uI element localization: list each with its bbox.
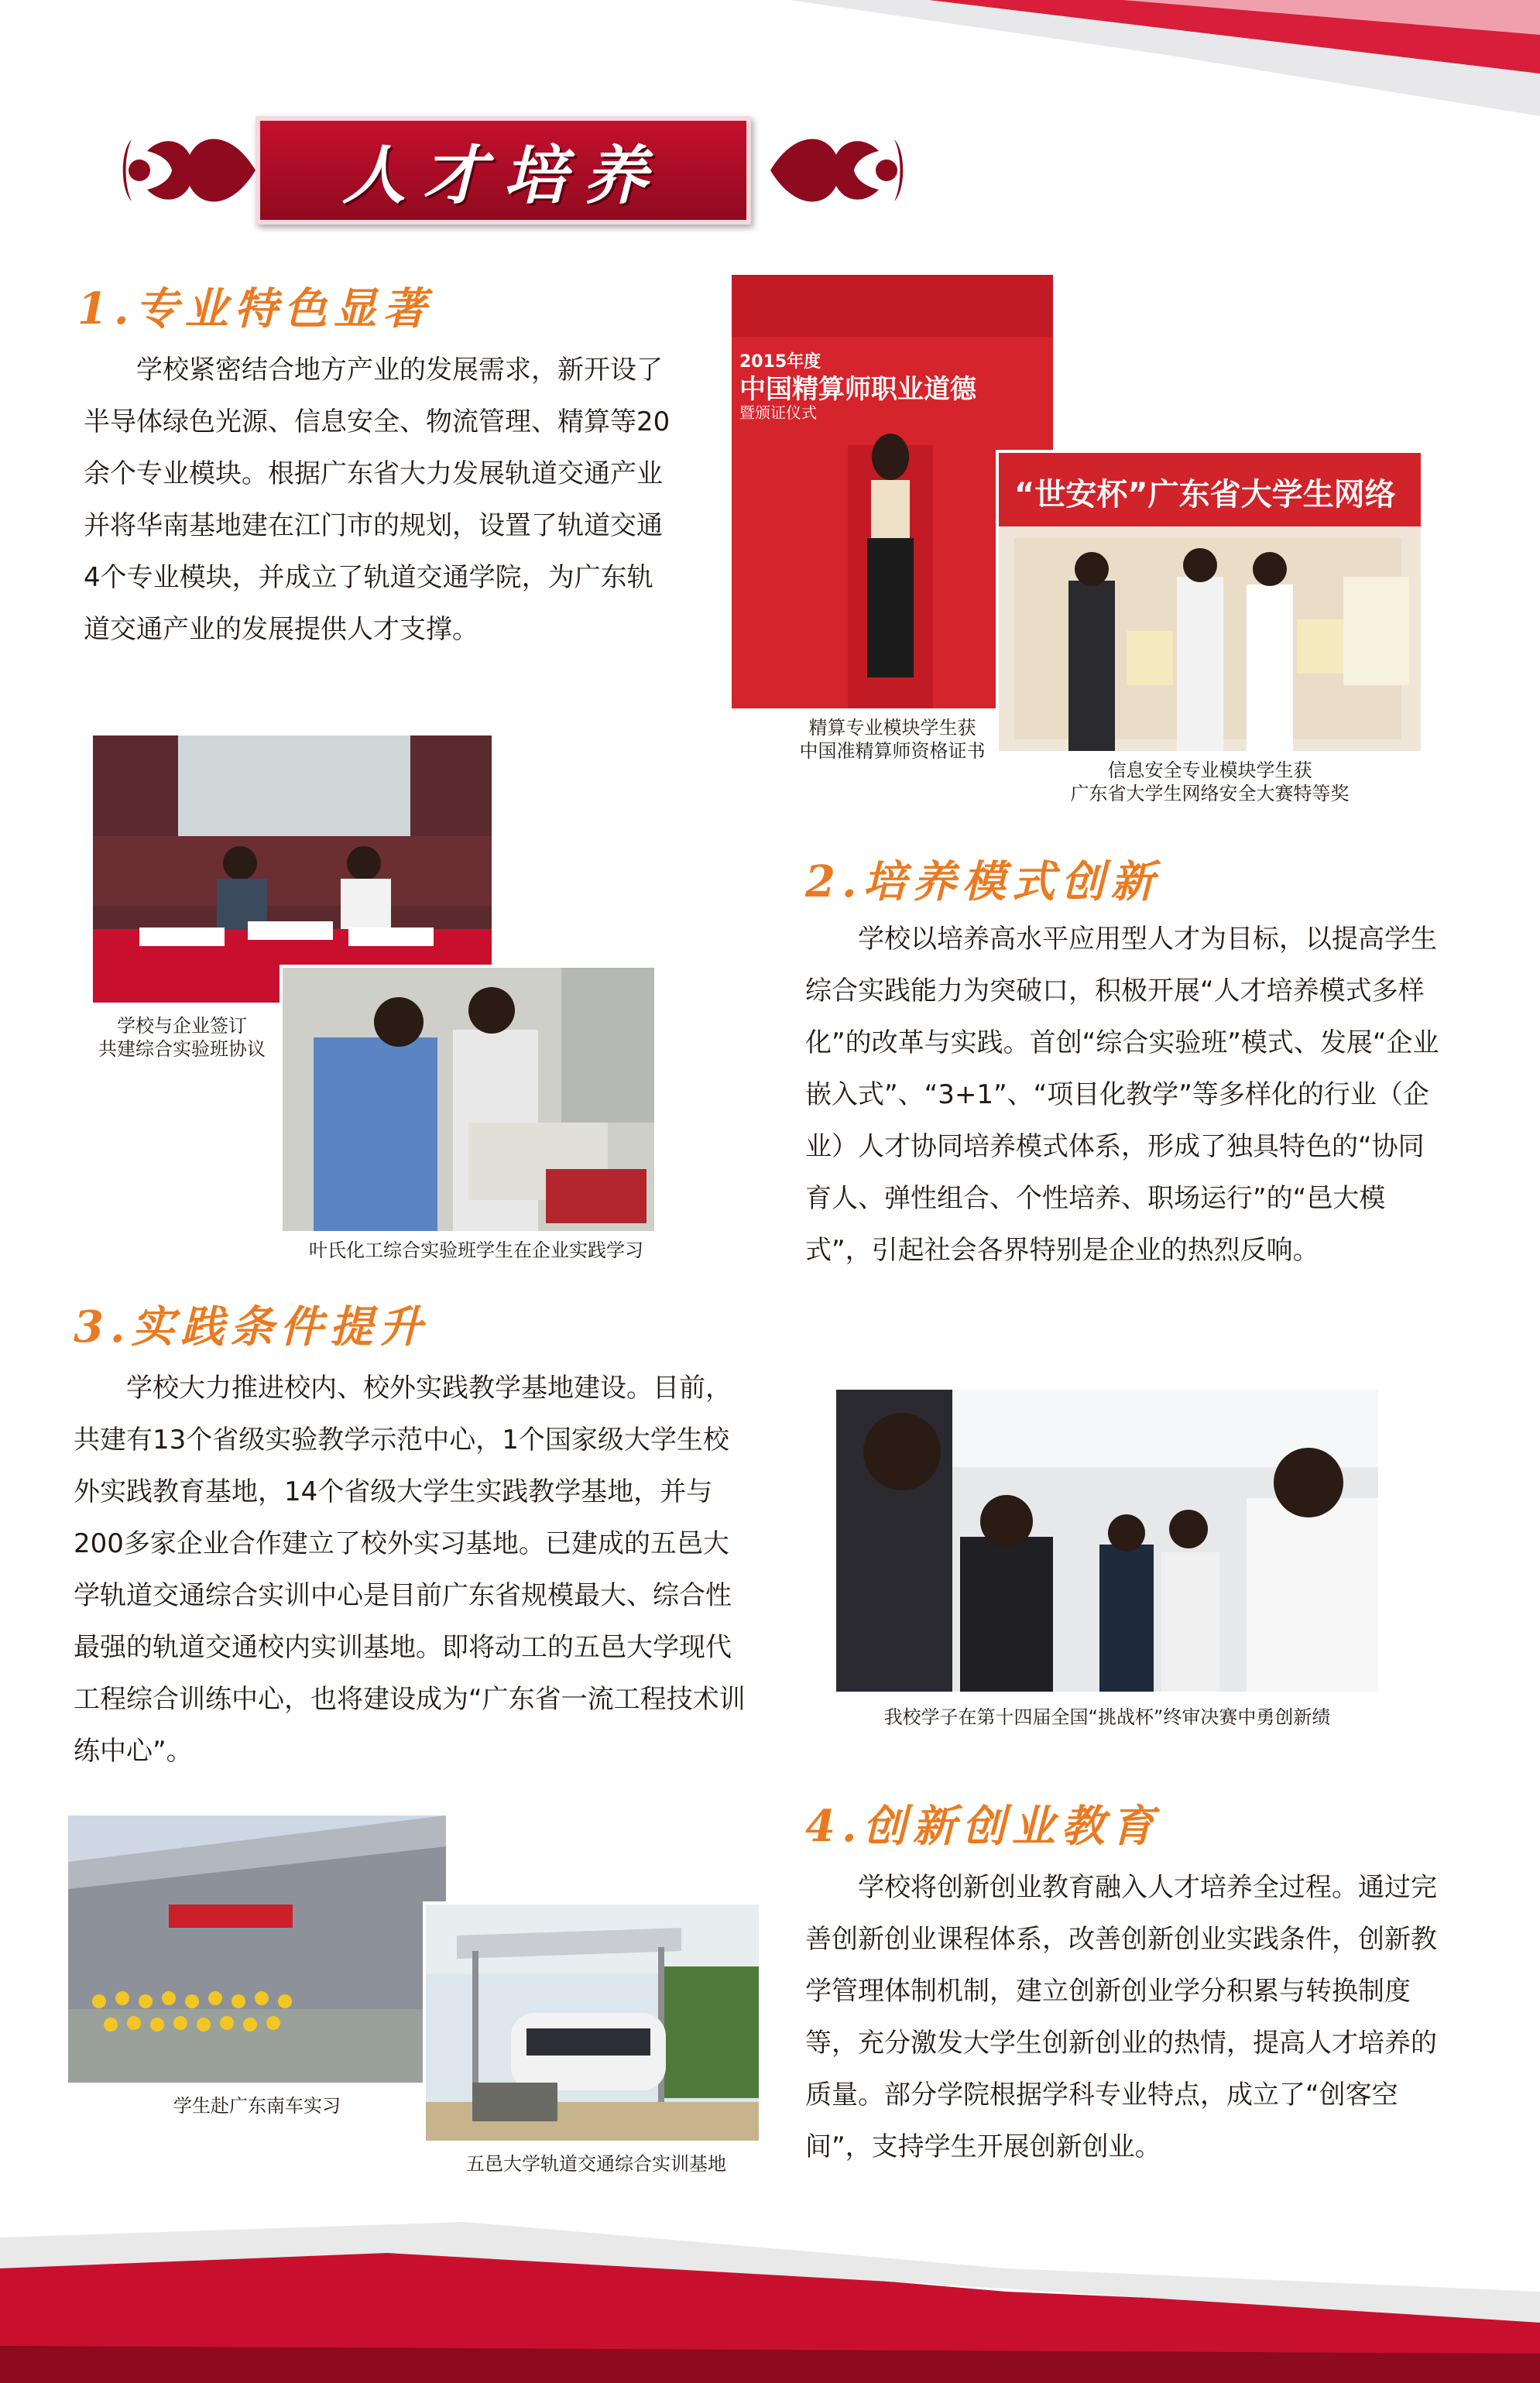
lab-photo [283, 968, 654, 1231]
signing-caption-line2: 共建综合实验班协议 [98, 1038, 266, 1060]
section-4-body: 学校将创新创业教育融入人才培养全过程。通过完善创新创业课程体系，改善创新创业实践条件，创新教学管理体制机制，建立创新创业学分积累与转换制度等，充分激发大学生创新创业的热情，提高人才培养的质量。部分学院根据学科专业特点，成立了“创客空间”，支持学生开展创新创业。 [805, 1872, 1437, 2162]
security-caption [999, 759, 1421, 805]
rail-base-caption: 五邑大学轨道交通综合实训基地 [466, 2153, 726, 2175]
security-caption-line2: 广东省大学生网络安全大赛特等奖 [1070, 783, 1350, 804]
left-ornament-icon [116, 108, 263, 232]
actuary-sign-year: 2015年度 [739, 352, 821, 372]
section-1-body: 学校紧密结合地方产业的发展需求，新开设了半导体绿色光源、信息安全、物流管理、精算等20余个专业模块。根据广东省大力发展轨道交通产业并将华南基地建在江门市的规划，设置了轨道交通4个专业模块，并成立了轨道交通学院，为广东轨道交通产业的发展提供人才支撑。 [84, 355, 671, 645]
right-ornament-icon [763, 108, 910, 232]
rail-base-photo [426, 1905, 759, 2141]
signing-photo [93, 735, 492, 1003]
section-2-heading: 2.培养模式创新 [805, 856, 1161, 907]
lab-caption: 叶氏化工综合实验班学生在企业实践学习 [309, 1240, 643, 1261]
security-caption-line1: 信息安全专业模块学生获 [1107, 759, 1312, 781]
security-award-photo [999, 453, 1421, 751]
section-1-heading: 1.专业特色显著 [77, 283, 433, 334]
challenge-cup-caption: 我校学子在第十四届全国“挑战杯”终审决赛中勇创新绩 [883, 1706, 1331, 1728]
section-3-heading: 3.实践条件提升 [74, 1301, 429, 1353]
security-banner-text: “世安杯”广东省大学生网络 [1014, 477, 1396, 513]
signing-caption [85, 1014, 279, 1061]
title-banner [256, 116, 751, 225]
section-3-body: 学校大力推进校内、校外实践教学基地建设。目前，共建有13个省级实验教学示范中心，1个国家级大学生校外实践教育基地，14个省级大学生实践教学基地，并与200多家企业合作建立了校外实习基地。已建成的五邑大学轨道交通综合实训中心是目前广东省规模最大、综合性最强的轨道交通校内实训基地。即将动工的五邑大学现代工程综合训练中心，也将建设成为“广东省一流工程技术训练中心”。 [74, 1373, 746, 1767]
section-4-heading: 4.创新创业教育 [805, 1801, 1161, 1852]
actuary-caption-line2: 中国准精算师资格证书 [799, 740, 986, 762]
challenge-cup-photo [836, 1390, 1378, 1692]
actuary-sign-sub: 暨颁证仪式 [739, 403, 817, 422]
signing-caption-line1: 学校与企业签订 [117, 1015, 247, 1037]
train-factory-photo [68, 1816, 446, 2083]
train-factory-caption: 学生赴广东南车实习 [173, 2095, 341, 2117]
actuary-caption-line1: 精算专业模块学生获 [808, 717, 976, 739]
section-2-body: 学校以培养高水平应用型人才为目标，以提高学生综合实践能力为突破口，积极开展“人才培养模式多样化”的改革与实践。首创“综合实验班”模式、发展“企业嵌入式”、“3+1”、“项目化教学”等多样化的行业（企业）人才协同培养模式体系，形成了独具特色的“协同育人、弹性组合、个性培养、职场运行”的“邑大模式”，引起社会各界特别是企业的热烈反响。 [805, 924, 1439, 1266]
page-title: 人才培养 [342, 138, 664, 213]
actuary-sign-title: 中国精算师职业道德 [739, 374, 976, 405]
